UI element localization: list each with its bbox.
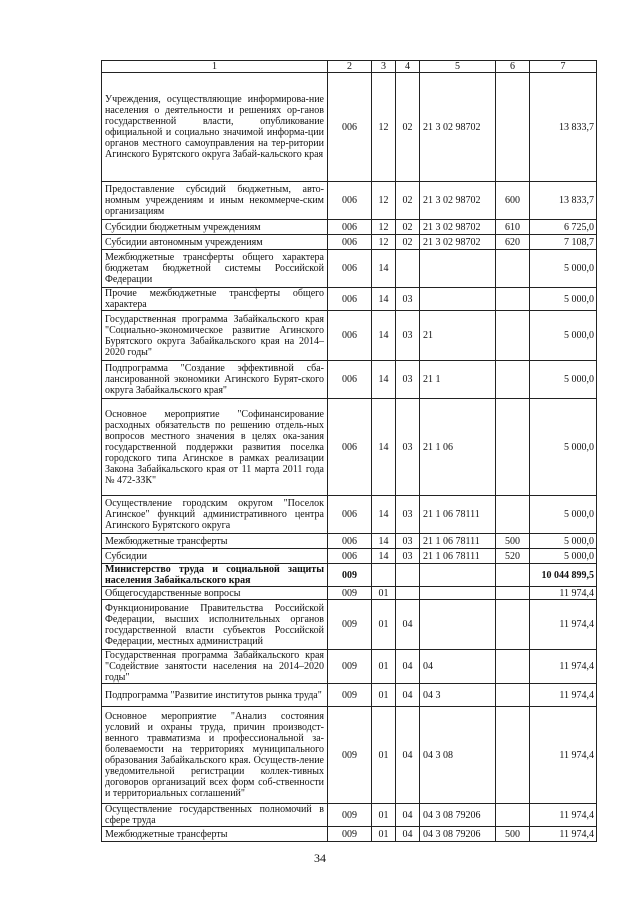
expense-type-code [496, 496, 530, 534]
section-code: 01 [372, 587, 396, 600]
section-code: 14 [372, 311, 396, 361]
expense-type-code [496, 399, 530, 496]
admin-code: 006 [328, 288, 372, 311]
expense-type-code [496, 650, 530, 684]
column-header: 6 [496, 61, 530, 73]
expense-type-code [496, 73, 530, 182]
row-description: Основное мероприятие "Анализ состояния условий и охраны труда, причин производст-венного травматизма и профессиональной за-болеваемости на территориях муниципального образования Забайкальского края. Осуществ-ление уведомительной регистрации коллек-тивных договоров организаций всех форм соб-ственности и территориальных соглашений" [102, 707, 328, 804]
subsection-code [396, 587, 420, 600]
table-row [102, 361, 597, 399]
expense-type-code [496, 600, 530, 650]
section-code: 14 [372, 549, 396, 564]
admin-code: 009 [328, 564, 372, 587]
subsection-code: 04 [396, 707, 420, 804]
page-number: 34 [314, 851, 326, 865]
expense-type-code [496, 564, 530, 587]
section-code: 01 [372, 804, 396, 827]
row-description: Функционирование Правительства Российской Федерации, высших исполнительных органов государственной власти субъектов Российской Федерации, местных администраций [102, 600, 328, 650]
row-description: Осуществление городским округом "Поселок Агинское" функций административного центра Агинского Бурятского округа [102, 496, 328, 534]
target-article-code: 21 3 02 98702 [420, 220, 496, 235]
column-header: 5 [420, 61, 496, 73]
subsection-code: 03 [396, 549, 420, 564]
amount: 5 000,0 [530, 361, 597, 399]
table-header-row [102, 61, 597, 73]
section-code [372, 564, 396, 587]
amount: 5 000,0 [530, 250, 597, 288]
section-code: 14 [372, 288, 396, 311]
table-row [102, 534, 597, 549]
amount: 6 725,0 [530, 220, 597, 235]
target-article-code: 21 [420, 311, 496, 361]
admin-code: 009 [328, 827, 372, 842]
section-code: 14 [372, 361, 396, 399]
subsection-code: 02 [396, 73, 420, 182]
row-description: Межбюджетные трансферты общего характера бюджетам бюджетной системы Российской Федерации [102, 250, 328, 288]
table-row [102, 804, 597, 827]
target-article-code: 21 3 02 98702 [420, 235, 496, 250]
subsection-code: 03 [396, 288, 420, 311]
admin-code: 006 [328, 496, 372, 534]
subsection-code: 02 [396, 182, 420, 220]
target-article-code: 21 1 06 78111 [420, 496, 496, 534]
row-description: Субсидии автономным учреждениям [102, 235, 328, 250]
amount: 11 974,4 [530, 587, 597, 600]
expense-type-code: 600 [496, 182, 530, 220]
table-row [102, 288, 597, 311]
subsection-code: 04 [396, 600, 420, 650]
row-description: Подпрограмма "Создание эффективной сба-лансированной экономики Агинского Бурят-ского округа Забайкальского края" [102, 361, 328, 399]
admin-code: 006 [328, 361, 372, 399]
target-article-code: 21 3 02 98702 [420, 73, 496, 182]
table-row [102, 564, 597, 587]
target-article-code [420, 288, 496, 311]
expense-type-code [496, 250, 530, 288]
section-code: 14 [372, 534, 396, 549]
subsection-code: 02 [396, 220, 420, 235]
row-description: Учреждения, осуществляющие информирова-ние населения о деятельности и решениях ор-ганов государственной власти, опубликование официальной и социально значимой информа-ции органов местного самоуправления на тер-ритории Агинского Бурятского округа Забай-кальского края [102, 73, 328, 182]
row-description: Государственная программа Забайкальского края "Социально-экономическое развитие Агинского Бурятского округа Забайкальского края на 2014–2020 годы" [102, 311, 328, 361]
target-article-code [420, 250, 496, 288]
row-description: Межбюджетные трансферты [102, 534, 328, 549]
expense-type-code [496, 361, 530, 399]
table-row [102, 587, 597, 600]
row-description: Предоставление субсидий бюджетным, авто-номным учреждениям и иным некоммерче-ским организациям [102, 182, 328, 220]
target-article-code: 21 1 [420, 361, 496, 399]
row-description: Основное мероприятие "Софинансирование расходных обязательств по решению отдель-ных вопросов местного значения в целях ока-зания государственной поддержки развития поселка городского типа Агинское в рамках реализации Закона Забайкальского края от 11 марта 2011 года № 472-ЗЗК" [102, 399, 328, 496]
amount: 11 974,4 [530, 650, 597, 684]
subsection-code: 04 [396, 650, 420, 684]
amount: 11 974,4 [530, 684, 597, 707]
amount: 11 974,4 [530, 804, 597, 827]
section-code: 12 [372, 220, 396, 235]
table-row [102, 650, 597, 684]
column-header: 7 [530, 61, 597, 73]
amount: 13 833,7 [530, 182, 597, 220]
section-code: 12 [372, 235, 396, 250]
target-article-code: 21 1 06 [420, 399, 496, 496]
admin-code: 006 [328, 311, 372, 361]
table-row [102, 707, 597, 804]
row-description: Подпрограмма "Развитие институтов рынка труда" [102, 684, 328, 707]
row-description: Межбюджетные трансферты [102, 827, 328, 842]
expense-type-code [496, 707, 530, 804]
amount: 5 000,0 [530, 288, 597, 311]
amount: 5 000,0 [530, 399, 597, 496]
table-row [102, 496, 597, 534]
subsection-code [396, 250, 420, 288]
target-article-code: 21 1 06 78111 [420, 549, 496, 564]
subsection-code: 03 [396, 399, 420, 496]
subsection-code: 04 [396, 827, 420, 842]
table-row [102, 73, 597, 182]
section-code: 01 [372, 707, 396, 804]
admin-code: 009 [328, 684, 372, 707]
section-code: 01 [372, 684, 396, 707]
expense-type-code [496, 311, 530, 361]
table-row [102, 684, 597, 707]
table-row [102, 220, 597, 235]
target-article-code [420, 564, 496, 587]
budget-table-page [101, 60, 596, 842]
table-row [102, 235, 597, 250]
section-code: 12 [372, 182, 396, 220]
amount: 13 833,7 [530, 73, 597, 182]
row-description: Прочие межбюджетные трансферты общего характера [102, 288, 328, 311]
table-row [102, 549, 597, 564]
expense-type-code [496, 804, 530, 827]
admin-code: 009 [328, 707, 372, 804]
column-header: 4 [396, 61, 420, 73]
expense-type-code: 500 [496, 534, 530, 549]
expense-type-code [496, 288, 530, 311]
section-code: 12 [372, 73, 396, 182]
amount: 11 974,4 [530, 600, 597, 650]
table-row [102, 182, 597, 220]
target-article-code: 04 3 08 79206 [420, 827, 496, 842]
expense-type-code: 620 [496, 235, 530, 250]
subsection-code: 04 [396, 804, 420, 827]
target-article-code [420, 600, 496, 650]
table-row [102, 311, 597, 361]
column-header: 2 [328, 61, 372, 73]
target-article-code: 21 1 06 78111 [420, 534, 496, 549]
admin-code: 009 [328, 650, 372, 684]
subsection-code [396, 564, 420, 587]
target-article-code: 04 3 [420, 684, 496, 707]
expense-type-code [496, 684, 530, 707]
row-description: Субсидии [102, 549, 328, 564]
amount: 5 000,0 [530, 549, 597, 564]
budget-table [101, 60, 597, 842]
admin-code: 006 [328, 549, 372, 564]
row-description: Министерство труда и социальной защиты населения Забайкальского края [102, 564, 328, 587]
section-code: 14 [372, 496, 396, 534]
admin-code: 009 [328, 587, 372, 600]
amount: 10 044 899,5 [530, 564, 597, 587]
target-article-code: 04 3 08 [420, 707, 496, 804]
column-header: 1 [102, 61, 328, 73]
target-article-code: 21 3 02 98702 [420, 182, 496, 220]
table-row [102, 399, 597, 496]
admin-code: 006 [328, 250, 372, 288]
admin-code: 009 [328, 600, 372, 650]
amount: 11 974,4 [530, 827, 597, 842]
subsection-code: 04 [396, 684, 420, 707]
table-row [102, 827, 597, 842]
expense-type-code: 520 [496, 549, 530, 564]
section-code: 14 [372, 250, 396, 288]
target-article-code [420, 587, 496, 600]
section-code: 01 [372, 650, 396, 684]
subsection-code: 03 [396, 534, 420, 549]
table-row [102, 600, 597, 650]
row-description: Государственная программа Забайкальского края "Содействие занятости населения на 2014–2020 годы" [102, 650, 328, 684]
target-article-code: 04 [420, 650, 496, 684]
expense-type-code [496, 587, 530, 600]
subsection-code: 03 [396, 361, 420, 399]
section-code: 01 [372, 827, 396, 842]
admin-code: 006 [328, 399, 372, 496]
row-description: Осуществление государственных полномочий в сфере труда [102, 804, 328, 827]
admin-code: 006 [328, 220, 372, 235]
section-code: 14 [372, 399, 396, 496]
section-code: 01 [372, 600, 396, 650]
expense-type-code: 500 [496, 827, 530, 842]
amount: 11 974,4 [530, 707, 597, 804]
admin-code: 006 [328, 182, 372, 220]
expense-type-code: 610 [496, 220, 530, 235]
admin-code: 009 [328, 804, 372, 827]
admin-code: 006 [328, 235, 372, 250]
row-description: Субсидии бюджетным учреждениям [102, 220, 328, 235]
admin-code: 006 [328, 73, 372, 182]
table-row [102, 250, 597, 288]
row-description: Общегосударственные вопросы [102, 587, 328, 600]
target-article-code: 04 3 08 79206 [420, 804, 496, 827]
column-header: 3 [372, 61, 396, 73]
subsection-code: 02 [396, 235, 420, 250]
amount: 5 000,0 [530, 534, 597, 549]
subsection-code: 03 [396, 311, 420, 361]
amount: 5 000,0 [530, 496, 597, 534]
subsection-code: 03 [396, 496, 420, 534]
amount: 5 000,0 [530, 311, 597, 361]
amount: 7 108,7 [530, 235, 597, 250]
admin-code: 006 [328, 534, 372, 549]
